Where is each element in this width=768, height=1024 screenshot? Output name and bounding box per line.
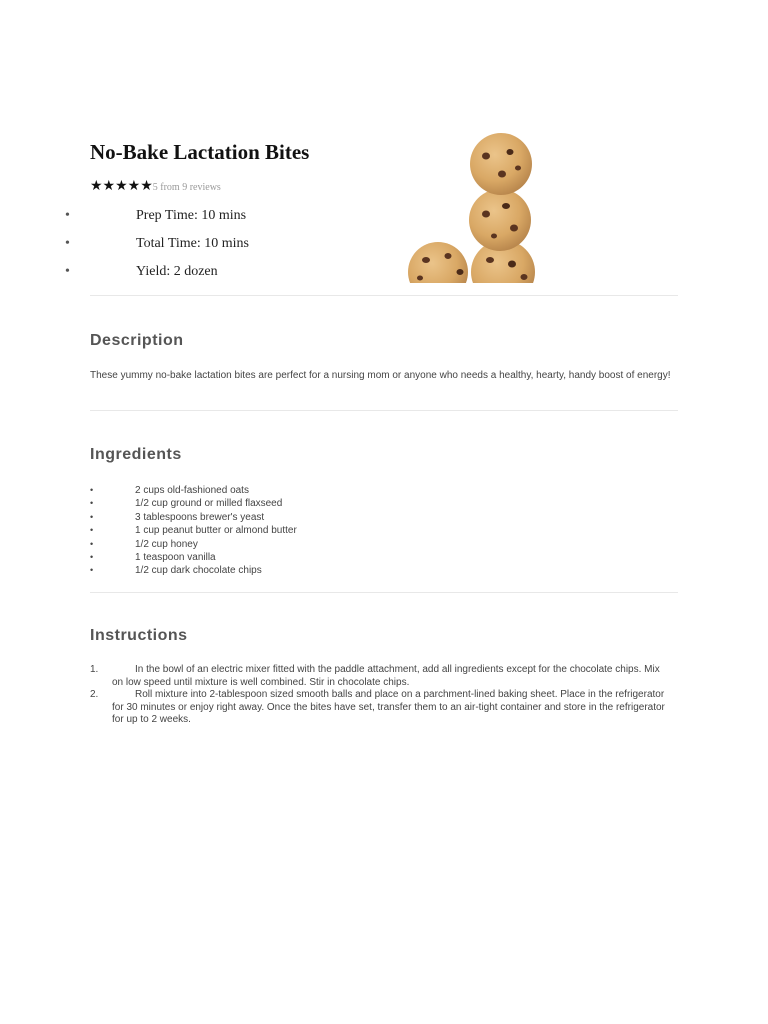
bullet-icon: •	[65, 208, 70, 223]
ingredient-text: 1/2 cup ground or milled flaxseed	[135, 498, 283, 510]
ingredient-text: 1/2 cup dark chocolate chips	[135, 565, 262, 577]
bullet-icon: •	[90, 538, 94, 549]
divider	[90, 592, 678, 593]
reviews-count: 5 from 9 reviews	[152, 182, 221, 193]
step-text: Roll mixture into 2-tablespoon sized smooth balls and place on a parchment-lined baking sheet. Place in the refrigerator for 30 minutes or enjoy right away. Once the bites have set, transfer them to an air-tight container and store in the refrigerator for up to 2 weeks.	[112, 689, 665, 725]
ingredient-text: 2 cups old-fashioned oats	[135, 485, 249, 496]
ingredient-text: 1 cup peanut butter or almond butter	[135, 525, 297, 537]
bullet-icon: •	[90, 511, 94, 522]
instructions-heading: Instructions	[90, 627, 188, 644]
bullet-icon: •	[90, 551, 94, 562]
bullet-icon: •	[65, 236, 70, 251]
bullet-icon: •	[65, 264, 70, 279]
rating	[90, 177, 221, 195]
ingredient-text: 1/2 cup honey	[135, 538, 198, 550]
meta-text: Yield: 2 dozen	[136, 264, 218, 279]
bullet-icon: •	[90, 498, 94, 509]
bullet-icon: •	[90, 525, 94, 536]
recipe-photo	[406, 132, 536, 283]
divider	[90, 410, 678, 411]
star-rating-icon: ★★★★★	[90, 177, 153, 193]
list-item	[90, 689, 678, 727]
recipe-title: No-Bake Lactation Bites	[90, 140, 310, 164]
list-item	[90, 664, 678, 689]
energy-bite-bottom-left	[408, 242, 468, 283]
energy-bite-top	[470, 133, 532, 195]
ingredient-text: 3 tablespoons brewer's yeast	[135, 511, 265, 523]
description-heading: Description	[90, 332, 184, 349]
meta-text: Total Time: 10 mins	[136, 236, 249, 251]
energy-bite-middle	[469, 189, 531, 251]
step-number: 2.	[90, 689, 99, 700]
description-text: These yummy no-bake lactation bites are perfect for a nursing mom or anyone who needs a healthy, hearty, handy boost of energy!	[90, 370, 671, 381]
step-text: In the bowl of an electric mixer fitted with the paddle attachment, add all ingredients except for the chocolate chips. Mix on low speed until mixture is well combined. Stir in chocolate chips.	[112, 664, 660, 688]
ingredient-text: 1 teaspoon vanilla	[135, 551, 216, 563]
meta-text: Prep Time: 10 mins	[136, 208, 247, 223]
bullet-icon: •	[90, 485, 94, 495]
bullet-icon: •	[90, 565, 94, 576]
instructions-list	[90, 664, 678, 727]
step-number: 1.	[90, 664, 99, 675]
divider	[90, 295, 678, 296]
ingredients-heading: Ingredients	[90, 446, 182, 463]
